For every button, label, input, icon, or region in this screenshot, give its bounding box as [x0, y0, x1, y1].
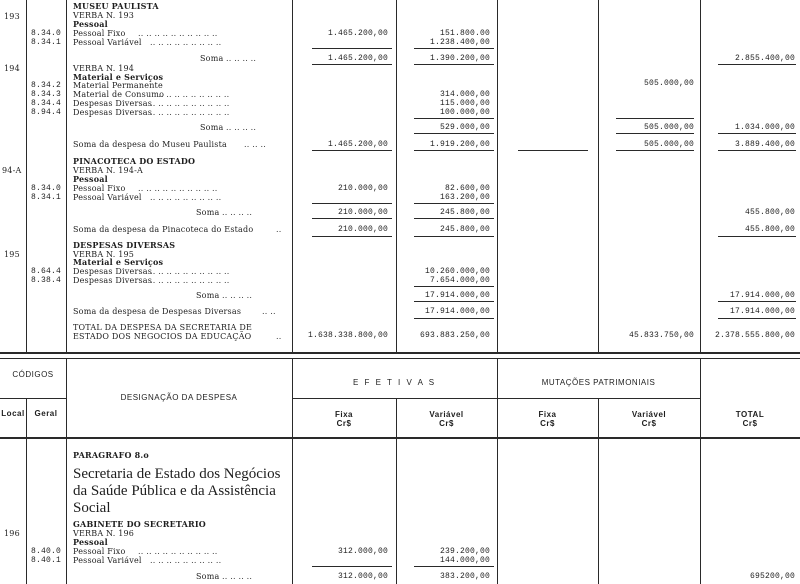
- sum-rule: [718, 236, 796, 237]
- value-variavel: 151.800.00: [439, 29, 490, 38]
- soma-variavel: 383.200,00: [439, 572, 490, 581]
- sum-rule: [312, 218, 392, 219]
- leader-dots: .. .. .. ..: [226, 54, 257, 63]
- subsection-label: Pessoal: [73, 174, 108, 184]
- grand-total-mut-variavel: 45.833.750,00: [628, 331, 694, 340]
- soma-total: 695200,00: [749, 572, 795, 581]
- code-geral: 8.34.1: [31, 193, 62, 202]
- paragrafo-label: PARAGRAFO 8.o: [73, 450, 149, 460]
- row-label: Pessoal Fixo: [73, 184, 126, 193]
- value-mut-fixa: 505.000,00: [643, 79, 694, 88]
- sum-rule: [414, 236, 494, 237]
- rule-mut-total: [700, 358, 701, 584]
- secretaria-title-line2: da Saúde Pública e da Assistência: [73, 483, 276, 499]
- section-total-label: Soma da despesa da Pinacoteca do Estado: [73, 225, 254, 234]
- header-variavel: Variável: [429, 410, 464, 419]
- verba-label: VERBA N. 196: [73, 529, 135, 538]
- code-geral: 8.34.2: [31, 81, 62, 90]
- value-variavel: 115.000,00: [439, 99, 490, 108]
- code-local: 94-A: [2, 166, 22, 175]
- value-fixa: 210.000,00: [337, 184, 388, 193]
- section-total-label: Soma da despesa de Despesas Diversas: [73, 307, 242, 316]
- value-variavel: 7.654.000,00: [429, 276, 490, 285]
- verba-label: VERBA N. 194-A: [73, 166, 143, 175]
- leader-dots: .. .. .. .. .. .. .. .. .. ..: [138, 29, 218, 38]
- section-title: GABINETE DO SECRETARIO: [73, 519, 206, 529]
- soma-mut: 505.000,00: [643, 123, 694, 132]
- leader-dots: .. .. .. ..: [222, 572, 253, 581]
- soma-total: 17.914.000,00: [729, 291, 795, 300]
- rule-local-geral: [26, 398, 27, 584]
- sum-rule: [414, 203, 494, 204]
- code-geral: 8.40.0: [31, 547, 62, 556]
- code-geral: 8.34.0: [31, 184, 62, 193]
- subsection-label: Pessoal: [73, 19, 108, 29]
- sum-rule: [414, 150, 494, 151]
- header-bottom-rule: [0, 437, 800, 439]
- header-currency: Cr$: [540, 419, 555, 428]
- rule-mut-mut: [598, 0, 599, 352]
- soma-label: Soma: [196, 208, 220, 217]
- soma-variavel: 1.390.200,00: [429, 54, 490, 63]
- total-fixa: 210.000,00: [337, 225, 388, 234]
- grand-total-line2: ESTADO DOS NEGOCIOS DA EDUCAÇÃO: [73, 332, 252, 341]
- subsection-label: Material e Serviços: [73, 257, 164, 267]
- row-label: Material de Consumo: [73, 90, 165, 99]
- soma-fixa: 210.000,00: [337, 208, 388, 217]
- code-geral: 8.34.1: [31, 38, 62, 47]
- sum-rule: [414, 566, 494, 567]
- value-variavel: 100.000,00: [439, 108, 490, 117]
- leader-dots: ..: [276, 225, 282, 234]
- total-total: 3.889.400,00: [734, 140, 795, 149]
- code-local: 195: [4, 250, 20, 259]
- leader-dots: .. .. .. .. .. .. .. .. ..: [150, 193, 222, 202]
- row-label: Pessoal Fixo: [73, 547, 126, 556]
- sum-rule: [518, 150, 588, 151]
- row-label: Despesas Diversas: [73, 99, 153, 108]
- sum-rule: [718, 64, 796, 65]
- row-label: Despesas Diversas: [73, 108, 153, 117]
- soma-fixa: 1.465.200,00: [327, 54, 388, 63]
- secretaria-title-line3: Social: [73, 500, 111, 516]
- code-geral: 8.34.3: [31, 90, 62, 99]
- row-label: Pessoal Variável: [73, 556, 142, 565]
- row-label: Despesas Diversas: [73, 267, 153, 276]
- sum-rule: [312, 150, 392, 151]
- rule-mut-total: [700, 0, 701, 352]
- sum-rule: [718, 150, 796, 151]
- header-total: TOTAL: [735, 410, 765, 419]
- leader-dots: .. ..: [262, 307, 276, 316]
- value-variavel: 239.200,00: [439, 547, 490, 556]
- row-label: Material Permanente: [73, 81, 163, 90]
- sum-rule: [616, 118, 694, 119]
- header-top-rule: [0, 358, 800, 359]
- code-local: 194: [4, 64, 20, 73]
- grand-total-line1: TOTAL DA DESPESA DA SECRETARIA DE: [73, 323, 252, 332]
- rule-var-mut: [497, 358, 498, 584]
- section-total-label: Soma da despesa do Museu Paulista: [73, 140, 227, 149]
- leader-dots: .. .. .. .. .. .. .. .. .. ..: [150, 276, 230, 285]
- soma-total: 2.855.400,00: [734, 54, 795, 63]
- code-geral: 8.34.0: [31, 29, 62, 38]
- leader-dots: .. .. .. .. .. .. .. .. ..: [158, 90, 230, 99]
- subsection-label: Pessoal: [73, 537, 108, 547]
- leader-dots: .. .. .. .. .. .. .. .. .. ..: [150, 99, 230, 108]
- value-variavel: 1.238.400,00: [429, 38, 490, 47]
- rule-local-geral: [26, 0, 27, 352]
- sum-rule: [312, 64, 392, 65]
- soma-variavel: 529.000,00: [439, 123, 490, 132]
- leader-dots: .. .. .. .. .. .. .. .. .. ..: [150, 108, 230, 117]
- soma-variavel: 17.914.000,00: [424, 291, 490, 300]
- sum-rule: [414, 301, 494, 302]
- sum-rule: [414, 133, 494, 134]
- soma-total: 1.034.000,00: [734, 123, 795, 132]
- verba-label: VERBA N. 194: [73, 64, 135, 73]
- leader-dots: .. .. .. .. .. .. .. .. .. ..: [150, 267, 230, 276]
- verba-label: VERBA N. 195: [73, 250, 135, 259]
- leader-dots: ..: [276, 332, 282, 341]
- rule-desig-fixa: [292, 0, 293, 352]
- row-label: Despesas Diversas: [73, 276, 153, 285]
- soma-variavel: 245.800,00: [439, 208, 490, 217]
- sum-rule: [312, 48, 392, 49]
- subsection-label: Material e Serviços: [73, 72, 164, 82]
- total-variavel: 245.800,00: [439, 225, 490, 234]
- header-mutacoes: MUTAÇÕES PATRIMONIAIS: [541, 378, 656, 387]
- header-sub-rule: [0, 398, 66, 399]
- sum-rule: [718, 133, 796, 134]
- header-local: Local: [1, 409, 25, 418]
- sum-rule: [312, 236, 392, 237]
- code-geral: 8.38.4: [31, 276, 62, 285]
- header-currency: Cr$: [336, 419, 352, 428]
- total-mut: 505.000,00: [643, 140, 694, 149]
- header-fixa-mut: Fixa: [538, 410, 557, 419]
- header-efetivas: E F E T I V A S: [352, 378, 437, 387]
- sum-rule: [414, 286, 494, 287]
- grand-total-fixa: 1.638.338.800,00: [307, 331, 388, 340]
- row-label: Pessoal Fixo: [73, 29, 126, 38]
- leader-dots: .. .. .. ..: [226, 123, 257, 132]
- leader-dots: .. .. .. ..: [222, 291, 253, 300]
- sum-rule: [414, 64, 494, 65]
- sum-rule: [312, 203, 392, 204]
- leader-dots: .. .. .. .. .. .. .. .. .. ..: [138, 547, 218, 556]
- rule-geral-desig: [66, 0, 67, 352]
- header-sub-rule: [292, 398, 700, 399]
- total-total: 17.914.000,00: [729, 307, 795, 316]
- section-title: PINACOTECA DO ESTADO: [73, 156, 196, 166]
- rule-fixa-var: [396, 0, 397, 352]
- value-variavel: 314.000,00: [439, 90, 490, 99]
- sum-rule: [414, 218, 494, 219]
- value-variavel: 163.200,00: [439, 193, 490, 202]
- leader-dots: .. .. .. .. .. .. .. .. ..: [150, 556, 222, 565]
- header-currency: Cr$: [641, 419, 657, 428]
- leader-dots: .. .. .. ..: [222, 208, 253, 217]
- total-total: 455.800,00: [744, 225, 795, 234]
- header-codigos: CÓDIGOS: [12, 370, 54, 379]
- total-variavel: 1.919.200,00: [429, 140, 490, 149]
- page-break-rule: [0, 352, 800, 354]
- sum-rule: [616, 150, 694, 151]
- soma-label: Soma: [196, 291, 220, 300]
- value-variavel: 82.600,00: [444, 184, 490, 193]
- code-local: 196: [4, 529, 20, 538]
- sum-rule: [718, 301, 796, 302]
- leader-dots: .. .. ..: [244, 140, 266, 149]
- header-geral: Geral: [34, 409, 58, 418]
- sum-rule: [616, 133, 694, 134]
- section-title: MUSEU PAULISTA: [73, 1, 159, 11]
- total-variavel: 17.914.000,00: [424, 307, 490, 316]
- soma-total: 455.800,00: [744, 208, 795, 217]
- soma-label: Soma: [196, 572, 220, 581]
- sum-rule: [718, 318, 796, 319]
- rule-var-mut: [497, 0, 498, 352]
- leader-dots: .. .. .. .. .. .. .. .. ..: [150, 38, 222, 47]
- total-fixa: 1.465.200,00: [327, 140, 388, 149]
- header-designacao: DESIGNAÇÃO DA DESPESA: [120, 393, 238, 402]
- header-fixa: Fixa: [334, 410, 353, 419]
- soma-label: Soma: [200, 54, 224, 63]
- grand-total-variavel: 693.883.250,00: [419, 331, 490, 340]
- sum-rule: [414, 318, 494, 319]
- row-label: Pessoal Variável: [73, 193, 142, 202]
- value-variavel: 144.000,00: [439, 556, 490, 565]
- header-variavel-mut: Variável: [631, 410, 667, 419]
- value-fixa: 312.000,00: [337, 547, 388, 556]
- value-variavel: 10.260.000,00: [424, 267, 490, 276]
- code-geral: 8.64.4: [31, 267, 62, 276]
- sum-rule: [312, 566, 392, 567]
- grand-total-total: 2.378.555.800,00: [714, 331, 795, 340]
- soma-fixa: 312.000,00: [337, 572, 388, 581]
- code-local: 193: [4, 12, 20, 21]
- row-label: Pessoal Variável: [73, 38, 142, 47]
- value-fixa: 1.465.200,00: [327, 29, 388, 38]
- header-currency: Cr$: [742, 419, 758, 428]
- sum-rule: [414, 48, 494, 49]
- code-geral: 8.94.4: [31, 108, 62, 117]
- rule-desig-fixa: [292, 358, 293, 584]
- leader-dots: .. .. .. .. .. .. .. .. .. ..: [138, 184, 218, 193]
- secretaria-title-line1: Secretaria de Estado dos Negócios: [73, 466, 281, 482]
- section-title: DESPESAS DIVERSAS: [73, 240, 176, 250]
- code-geral: 8.40.1: [31, 556, 62, 565]
- sum-rule: [414, 118, 494, 119]
- header-currency: Cr$: [439, 419, 454, 428]
- code-geral: 8.34.4: [31, 99, 62, 108]
- rule-geral-desig: [66, 358, 67, 584]
- soma-label: Soma: [200, 123, 224, 132]
- verba-label: VERBA N. 193: [73, 11, 135, 20]
